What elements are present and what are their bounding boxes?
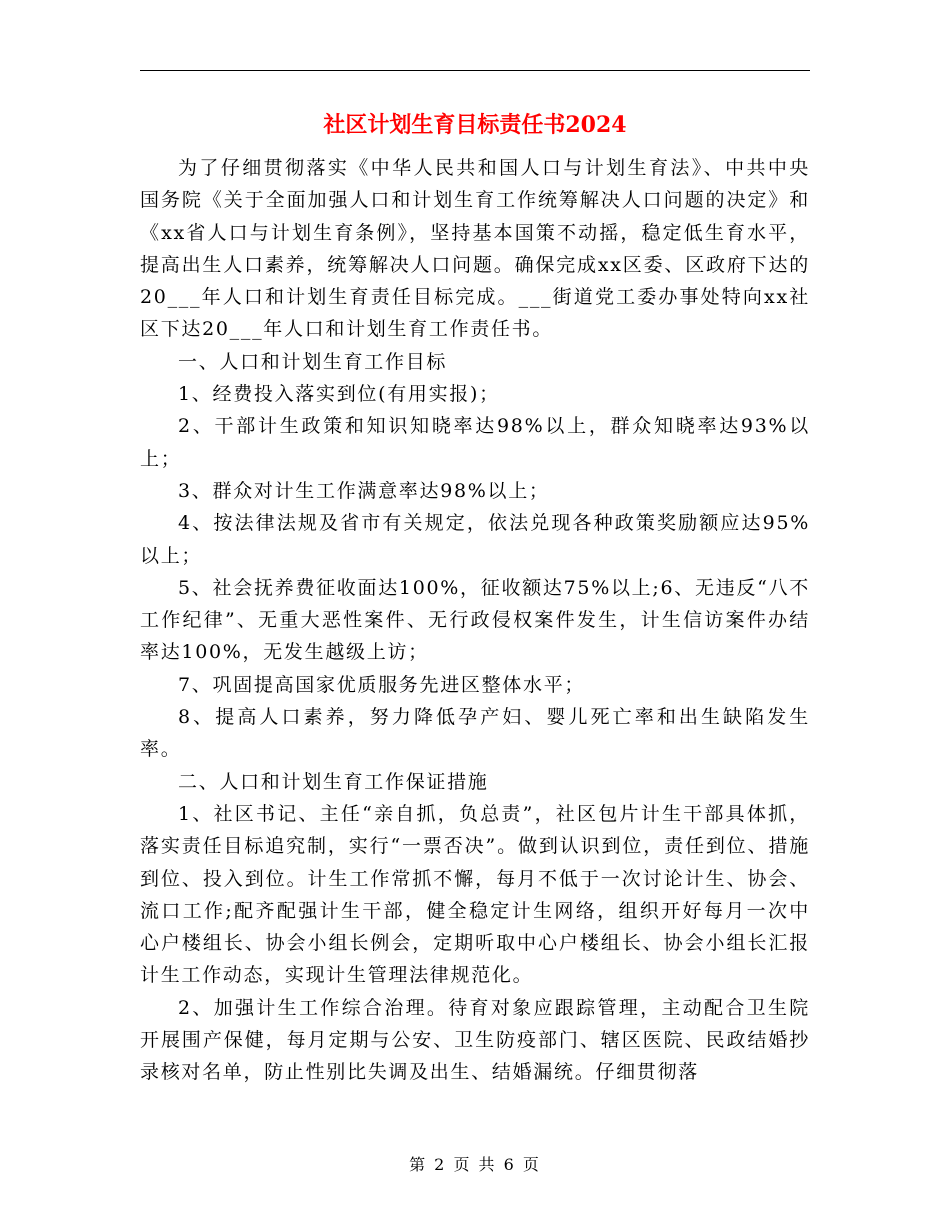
page-number-footer: 第 2 页 共 6 页: [409, 1155, 541, 1174]
paragraph: 7、巩固提高国家优质服务先进区整体水平；: [178, 673, 586, 696]
paragraph: 1、经费投入落实到位(有用实报)；: [178, 383, 500, 406]
paragraph: 4、按法律法规及省市有关规定，依法兑现各种政策奖励额应达95%以上；: [140, 512, 810, 567]
header-rule: [140, 70, 810, 71]
paragraph: 2、加强计生工作综合治理。待育对象应跟踪管理，主动配合卫生院开展围产保健，每月定期与公安、卫生防疫部门、辖区医院、民政结婚抄录核对名单，防止性别比失调及出生、结婚漏统。仔细贯彻落: [140, 996, 810, 1084]
paragraph: 8、提高人口素养，努力降低孕产妇、婴儿死亡率和出生缺陷发生率。: [140, 706, 810, 761]
document-title: 社区计划生育目标责任书2024: [323, 112, 627, 138]
paragraph: 为了仔细贯彻落实《中华人民共和国人口与计划生育法》、中共中央国务院《关于全面加强人口和计划生育工作统筹解决人口问题的决定》和《xx省人口与计划生育条例》，坚持基本国策不动摇，稳定低生育水平，提高出生人口素养，统筹解决人口问题。确保完成xx区委、区政府下达的20___年人口和计划生育责任目标完成。___街道党工委办事处特向xx社区下达20___年人口和计划生育工作责任书。: [140, 157, 810, 341]
paragraph: 1、社区书记、主任“亲自抓，负总责”，社区包片计生干部具体抓，落实责任目标追究制，实行“一票否决”。做到认识到位，责任到位、措施到位、投入到位。计生工作常抓不懈，每月不低于一次讨论计生、协会、流口工作;配齐配强计生干部，健全稳定计生网络，组织开好每月一次中心户楼组长、协会小组长例会，定期听取中心户楼组长、协会小组长汇报计生工作动态，实现计生管理法律规范化。: [140, 802, 810, 987]
document-body: [140, 152, 810, 1089]
paragraph: 2、干部计生政策和知识知晓率达98%以上，群众知晓率达93%以上；: [140, 415, 810, 470]
paragraph: 5、社会抚养费征收面达100%，征收额达75%以上;6、无违反“八不工作纪律”、无重大恶性案件、无行政侵权案件发生，计生信访案件办结率达100%，无发生越级上访；: [140, 576, 810, 664]
section-heading: 一、人口和计划生育工作目标: [178, 350, 448, 373]
section-heading: 二、人口和计划生育工作保证措施: [178, 770, 489, 793]
paragraph: 3、群众对计生工作满意率达98%以上；: [178, 479, 550, 502]
